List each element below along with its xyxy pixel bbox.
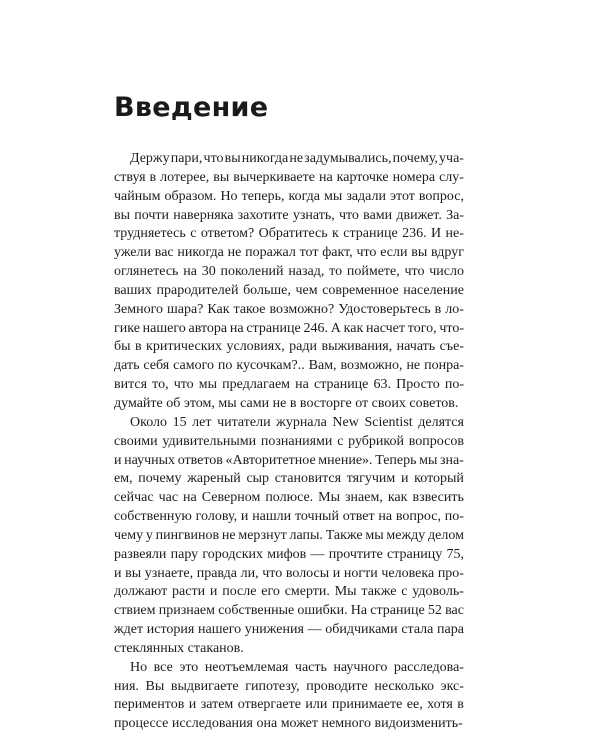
word: ло-: [445, 301, 464, 317]
word: то: [329, 264, 343, 280]
word: ствуя: [114, 169, 146, 185]
text-line: [114, 225, 464, 244]
word: ответ: [342, 509, 375, 525]
word: того,: [407, 320, 437, 336]
word: 236.: [402, 226, 427, 242]
word: правда: [196, 565, 238, 581]
word: не: [221, 527, 236, 543]
word: час: [158, 490, 179, 506]
word: мерзнут: [238, 527, 287, 543]
word: самого: [173, 358, 214, 374]
word: ошибки.: [297, 603, 348, 619]
word: возможно?: [269, 301, 335, 317]
word: больше,: [243, 282, 291, 298]
word: мифов: [267, 546, 307, 562]
word: и: [209, 584, 218, 600]
word: «Авторитетное: [225, 452, 316, 468]
word: число: [429, 264, 464, 280]
text-line: [114, 659, 464, 678]
word: критических: [146, 339, 223, 355]
word: что: [404, 264, 425, 280]
word: периментов: [114, 697, 185, 713]
word: вы: [125, 565, 142, 581]
word: по-: [444, 509, 464, 525]
word: не-: [445, 226, 464, 242]
word: ногти: [343, 565, 378, 581]
word: лет: [192, 414, 212, 430]
word: после: [222, 584, 257, 600]
word: 52: [427, 603, 442, 619]
word: Мы: [334, 584, 357, 600]
text-line: [114, 357, 464, 376]
text-line: [114, 244, 464, 263]
word: ответом?: [200, 226, 255, 242]
text-line: [114, 263, 464, 282]
word: назад,: [288, 264, 325, 280]
text-line: [114, 320, 464, 339]
word: начать: [396, 339, 436, 355]
word: в: [434, 301, 442, 317]
word: пару: [170, 546, 199, 562]
word: чайным: [114, 188, 161, 204]
word: такое: [233, 301, 266, 317]
word: Но: [130, 659, 148, 675]
word: мнение».: [318, 452, 373, 468]
word: Около: [130, 414, 168, 430]
word: как: [343, 320, 364, 336]
word: взвесить: [412, 490, 464, 506]
word: часть: [294, 659, 327, 675]
text-line: [114, 433, 464, 452]
word: Вам,: [308, 358, 337, 374]
paragraph: [114, 659, 464, 734]
word: нашего: [142, 320, 186, 336]
word: условиях,: [226, 339, 285, 355]
word: номера: [392, 169, 436, 185]
text-line: [114, 301, 464, 320]
word: жареный: [187, 471, 241, 487]
word: к: [332, 226, 339, 242]
word: насчет: [366, 320, 406, 336]
word: на: [318, 169, 333, 185]
word: нашего: [198, 622, 242, 638]
word: оглянетесь: [114, 264, 179, 280]
word: За-: [446, 207, 464, 223]
word: знаем,: [345, 490, 383, 506]
text-line: процессе исследования она может немного видоизменить-: [114, 716, 463, 732]
word: вы: [224, 151, 241, 166]
word: не: [227, 245, 242, 261]
word: как: [387, 490, 408, 506]
word: ствием: [114, 603, 156, 619]
word: себя: [143, 358, 170, 374]
word: прочтите: [328, 546, 383, 562]
word: и: [332, 565, 341, 581]
word: понра-: [424, 358, 464, 374]
word: становится: [274, 471, 342, 487]
word: никогда: [177, 245, 224, 261]
word: гике: [114, 320, 140, 336]
word: своими: [114, 433, 158, 449]
text-line: [114, 527, 464, 546]
word: население: [403, 282, 464, 298]
word: сейчас: [114, 490, 154, 506]
word: шара?: [166, 301, 204, 317]
word: движет.: [396, 207, 442, 223]
paragraph: [114, 414, 464, 659]
word: узнаете,: [144, 565, 194, 581]
word: по: [217, 358, 233, 374]
word: собственные: [218, 603, 295, 619]
word: чем: [295, 282, 318, 298]
text-line: стеклянных стаканов.: [114, 640, 244, 656]
word: что: [173, 377, 194, 393]
word: странице: [246, 320, 301, 336]
word: вдруг: [431, 245, 464, 261]
word: ния.: [114, 678, 139, 694]
word: что-: [439, 320, 464, 336]
word: страницу: [387, 546, 443, 562]
word: проводите: [306, 678, 368, 694]
word: про-: [437, 565, 464, 581]
word: вычеркиваете: [233, 169, 315, 185]
text-line: [114, 470, 464, 489]
text-line: [114, 583, 464, 602]
word: поражал: [245, 245, 296, 261]
word: 30: [201, 264, 216, 280]
word: пингвинов: [155, 527, 220, 543]
word: то,: [152, 377, 169, 393]
word: удивительными: [162, 433, 257, 449]
word: ради: [289, 339, 318, 355]
word: между: [386, 527, 426, 543]
word: ждет: [114, 622, 144, 638]
word: также: [361, 584, 397, 600]
word: задумывались,: [304, 151, 392, 166]
word: зна-: [440, 452, 464, 468]
word: 75,: [446, 546, 464, 562]
word: поколений: [220, 264, 284, 280]
word: лапы.: [289, 527, 323, 543]
word: выдвигаете: [170, 678, 239, 694]
word: читатели: [217, 414, 271, 430]
text-line: [114, 338, 464, 357]
word: у: [145, 527, 153, 543]
word: собственную: [114, 509, 192, 525]
word: вится: [114, 377, 148, 393]
word: Также: [325, 527, 363, 543]
word: волосы: [285, 565, 330, 581]
word: на: [229, 320, 244, 336]
word: теперь,: [241, 188, 285, 204]
word: принимаете: [331, 697, 403, 713]
word: И: [430, 226, 442, 242]
word: на: [295, 377, 309, 393]
word: поймете,: [346, 264, 400, 280]
word: удоволь-: [412, 584, 464, 600]
word: который: [414, 471, 464, 487]
word: ем,: [114, 471, 133, 487]
word: задали: [346, 188, 386, 204]
paragraph: [114, 150, 464, 414]
text-line: [114, 621, 464, 640]
word: странице: [313, 377, 369, 393]
text-line: [114, 678, 464, 697]
word: Вы: [145, 678, 165, 694]
word: ответов: [177, 452, 223, 468]
word: вами: [363, 207, 393, 223]
text-line: думайте об этом, мы сами не в восторге от своих советов.: [114, 395, 459, 411]
word: все: [153, 659, 173, 675]
word: почти: [134, 207, 170, 223]
word: признаем: [158, 603, 215, 619]
word: вопрос,: [395, 509, 441, 525]
word: смерти.: [284, 584, 330, 600]
word: Земного: [114, 301, 163, 317]
word: неотъемлемая: [204, 659, 289, 675]
word: что: [262, 565, 283, 581]
word: и: [114, 565, 122, 581]
word: 63.: [373, 377, 392, 393]
word: —: [307, 622, 322, 638]
word: карточке: [336, 169, 389, 185]
word: это: [179, 659, 199, 675]
word: расследова-: [393, 659, 464, 675]
word: захотите: [237, 207, 289, 223]
text-line: [114, 452, 464, 471]
word: дать: [114, 358, 140, 374]
text-line: [114, 696, 464, 715]
chapter-title: Введение: [114, 92, 269, 123]
word: мы: [419, 452, 438, 468]
word: прародителей: [156, 282, 239, 298]
word: вас: [154, 245, 174, 261]
word: ужели: [114, 245, 151, 261]
word: по-: [444, 377, 464, 393]
word: На: [350, 603, 368, 619]
word: современное: [322, 282, 399, 298]
text-line: [114, 546, 464, 565]
body-text: [114, 150, 464, 734]
word: Держу: [130, 151, 170, 166]
word: 246.: [303, 320, 329, 336]
word: развеяли: [114, 546, 167, 562]
text-line: [114, 602, 464, 621]
word: история: [146, 622, 195, 638]
word: Мы: [318, 490, 341, 506]
word: предлагаем: [222, 377, 291, 393]
text-line: [114, 282, 464, 301]
word: трудняетесь: [114, 226, 186, 242]
word: вопросов: [408, 433, 464, 449]
word: не: [406, 358, 421, 374]
word: нашли: [252, 509, 292, 525]
text-line: [114, 565, 464, 584]
word: ли,: [240, 565, 259, 581]
word: стала: [401, 622, 434, 638]
word: Обратитесь: [258, 226, 328, 242]
word: мы: [365, 527, 384, 543]
word: съе-: [439, 339, 464, 355]
word: или: [305, 697, 328, 713]
word: странице: [370, 603, 425, 619]
word: почему: [138, 471, 182, 487]
word: сыр: [246, 471, 270, 487]
word: и: [114, 452, 122, 468]
word: лотерее,: [160, 169, 210, 185]
word: хотя: [427, 697, 453, 713]
word: журнала: [276, 414, 327, 430]
word: рубрикой: [348, 433, 405, 449]
word: должают: [114, 584, 168, 600]
word: с: [190, 226, 197, 242]
word: уча-: [439, 151, 464, 166]
word: кусочкам?..: [236, 358, 305, 374]
word: несколько: [374, 678, 434, 694]
word: обидчиками: [325, 622, 398, 638]
word: делом: [428, 527, 464, 543]
word: на: [183, 264, 197, 280]
word: возможно,: [340, 358, 403, 374]
word: познаниями: [260, 433, 333, 449]
word: что: [356, 245, 377, 261]
word: что: [203, 151, 224, 166]
word: вопрос,: [418, 188, 464, 204]
word: А: [330, 320, 341, 336]
word: затем: [200, 697, 234, 713]
word: вы: [114, 207, 131, 223]
word: —: [310, 546, 325, 562]
word: гипотезу,: [245, 678, 300, 694]
word: городских: [202, 546, 263, 562]
word: тягучим: [346, 471, 396, 487]
text-line: [114, 376, 464, 395]
word: автора: [188, 320, 228, 336]
text-line: [114, 188, 464, 207]
word: узнать,: [292, 207, 335, 223]
word: образом.: [164, 188, 217, 204]
word: странице: [343, 226, 398, 242]
word: ее,: [406, 697, 423, 713]
word: в: [149, 169, 157, 185]
word: наверняка: [173, 207, 234, 223]
word: отвергаете: [237, 697, 301, 713]
word: и: [188, 697, 197, 713]
word: бы: [114, 339, 131, 355]
word: тот: [299, 245, 319, 261]
word: мы: [198, 377, 218, 393]
word: и: [400, 471, 409, 487]
word: научного: [333, 659, 388, 675]
word: научных: [124, 452, 176, 468]
word: этот: [390, 188, 415, 204]
word: если: [380, 245, 408, 261]
word: когда: [288, 188, 321, 204]
word: в: [457, 697, 464, 713]
word: чему: [114, 527, 144, 543]
text-line: [114, 150, 464, 169]
text-line: [114, 489, 464, 508]
word: в: [134, 339, 142, 355]
word: точный: [294, 509, 339, 525]
text-line: [114, 169, 464, 188]
word: никогда: [241, 151, 289, 166]
word: выживания,: [321, 339, 393, 355]
word: его: [261, 584, 280, 600]
word: 15: [172, 414, 187, 430]
word: на: [378, 509, 393, 525]
word: Scientist: [364, 414, 413, 430]
word: вы: [411, 245, 428, 261]
word: Как: [207, 301, 230, 317]
word: полюсе.: [265, 490, 314, 506]
text-line: [114, 414, 464, 433]
word: делятся: [418, 414, 464, 430]
word: унижения: [244, 622, 304, 638]
word: New: [332, 414, 359, 430]
word: и: [240, 509, 249, 525]
word: что: [338, 207, 359, 223]
word: с: [337, 433, 344, 449]
text-line: [114, 207, 464, 226]
word: с: [401, 584, 408, 600]
word: пара: [437, 622, 464, 638]
word: на: [183, 490, 197, 506]
word: не: [289, 151, 304, 166]
word: человека: [381, 565, 435, 581]
word: Просто: [396, 377, 440, 393]
word: голову,: [195, 509, 238, 525]
word: мы: [324, 188, 343, 204]
word: Теперь: [375, 452, 417, 468]
word: экс-: [440, 678, 464, 694]
word: факт,: [322, 245, 353, 261]
word: вас: [445, 603, 464, 619]
word: почему,: [392, 151, 438, 166]
word: Удостоверьтесь: [338, 301, 431, 317]
word: Но: [220, 188, 238, 204]
text-line: [114, 508, 464, 527]
word: пари,: [170, 151, 203, 166]
word: Северном: [201, 490, 261, 506]
word: ваших: [114, 282, 152, 298]
word: вы: [213, 169, 230, 185]
word: слу-: [439, 169, 464, 185]
word: расти: [172, 584, 206, 600]
